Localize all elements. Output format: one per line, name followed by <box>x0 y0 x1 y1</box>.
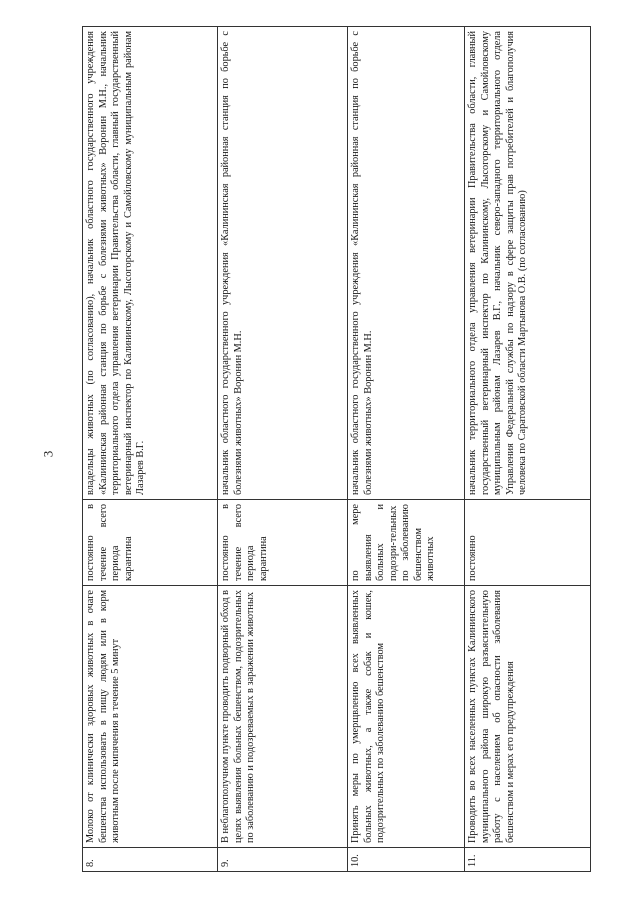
row-term: постоянно в течение всего периода карантина <box>83 500 218 586</box>
row-number: 10. <box>348 848 465 872</box>
row-action: Принять меры по умерщвлению всех выявленных больных животных, а также собак и кошек, подозрительных по заболеванию бешенством <box>348 586 465 848</box>
row-responsible: владельцы животных (по согласованию), начальник областного государственного учреждения «Калининская районная станция по борьбе с болезнями животных» Воронин М.Н., начальник территориального отдела управления ветеринарии Правительства области, главный государственный ветеринарный инспектор по Калининскому, Лысогорскому и Самойловскому муниципальным районам Лазарев В.Г. <box>83 27 218 500</box>
row-number: 8. <box>83 848 218 872</box>
measures-table <box>82 26 591 872</box>
rotated-table-wrapper <box>82 27 590 872</box>
table-row <box>348 27 465 872</box>
row-term: постоянно в течение всего периода карантина <box>218 500 348 586</box>
row-responsible: начальник областного государственного учреждения «Калининская районная станция по борьбе с болезнями животных» Воронин М.Н. <box>218 27 348 500</box>
row-term: по мере выявления больных и подозри-тельных по заболеванию бешенством животных <box>348 500 465 586</box>
row-responsible: начальник областного государственного учреждения «Калининская районная станция по борьбе с болезнями животных» Воронин М.Н. <box>348 27 465 500</box>
row-action: Молоко от клинически здоровых животных в очаге бешенства использовать в пищу людям или в корм животным после кипячения в течение 5 минут <box>83 586 218 848</box>
table-row <box>218 27 348 872</box>
table-row <box>465 27 591 872</box>
row-responsible: начальник территориального отдела управления ветеринарии Правительства области, главный государственный ветеринарный инспектор по Калининскому, Лысогорскому и Самойловскому муниципальным районам Лазарев В.Г., начальник северо-западного территориального отдела Управления Федеральной службы по надзору в сфере защиты прав потребителей и благополучия человека по Саратовской области Мартынова О.В. (по согласованию) <box>465 27 591 500</box>
table-row <box>83 27 218 872</box>
row-number: 11. <box>465 848 591 872</box>
row-number: 9. <box>218 848 348 872</box>
row-term: постоянно <box>465 500 591 586</box>
row-action: В неблагополучном пункте проводить подворный обход в целях выявления больных бешенством, подозрительных по заболеванию и подозреваемых в заражении животных <box>218 586 348 848</box>
row-action: Проводить во всех населенных пунктах Калининского муниципального района широкую разъяснительную работу с населением об опасности заболевания бешенством и мерах его предупреждения <box>465 586 591 848</box>
page-number: 3 <box>40 450 56 458</box>
